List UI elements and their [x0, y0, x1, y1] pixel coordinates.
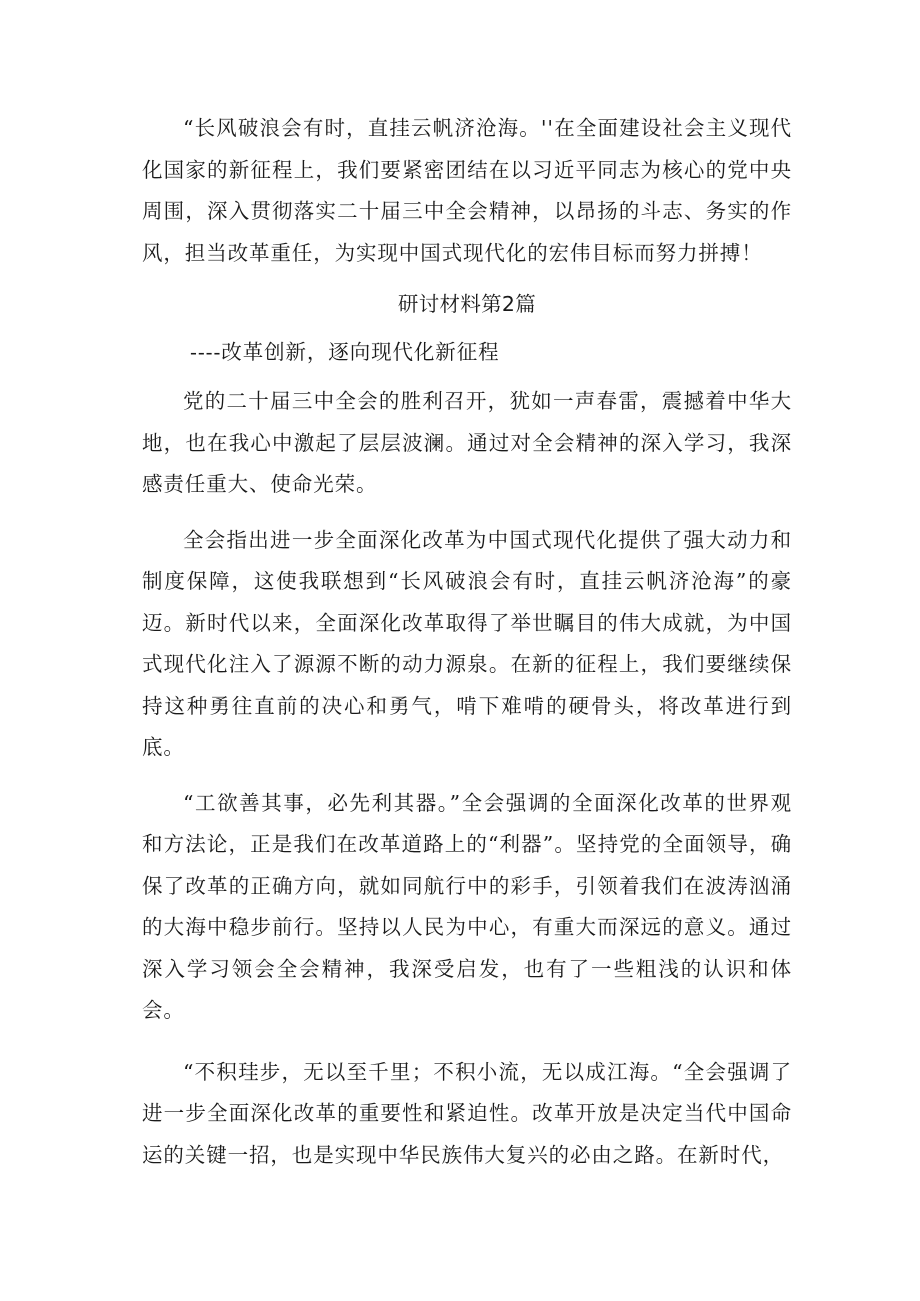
- section-subtitle: ----改革创新，逐向现代化新征程: [190, 340, 500, 364]
- body-paragraph-4: “不积珪步，无以至千里；不积小流，无以成江海。“全会强调了进一步全面深化改革的重要性和紧迫性。改革开放是决定当代中国命运的关键一招，也是实现中华民族伟大复兴的必由之路。在新时代，: [142, 1059, 792, 1167]
- intro-paragraph: “长风破浪会有时，直挂云帆济沧海。''在全面建设社会主义现代化国家的新征程上，我们要紧密团结在以习近平同志为核心的党中央周围，深入贯彻落实二十届三中全会精神，以昂扬的斗志、务实的作风，担当改革重任，为实现中国式现代化的宏伟目标而努力拼搏！: [142, 116, 792, 265]
- body-paragraph-1: 党的二十届三中全会的胜利召开，犹如一声春雷，震撼着中华大地，也在我心中激起了层层波澜。通过对全会精神的深入学习，我深感责任重大、使命光荣。: [142, 389, 792, 496]
- body-paragraph-2: 全会指出进一步全面深化改革为中国式现代化提供了强大动力和制度保障，这使我联想到“长风破浪会有时，直挂云帆济沧海”的豪迈。新时代以来，全面深化改革取得了举世瞩目的伟大成就，为中国式现代化注入了源源不断的动力源泉。在新的征程上，我们要继续保持这种勇往直前的决心和勇气，啃下难啃的硬骨头，将改革进行到底。: [142, 527, 792, 759]
- document-page: [142, 108, 792, 1176]
- section-title: 研讨材料第2篇: [397, 292, 537, 316]
- body-paragraph-3: “工欲善其事，必先利其器。”全会强调的全面深化改革的世界观和方法论，正是我们在改革道路上的“利器”。坚持党的全面领导，确保了改革的正确方向，就如同航行中的彩手，引领着我们在波涛汹涌的大海中稳步前行。坚持以人民为中心，有重大而深远的意义。通过深入学习领会全会精神，我深受启发，也有了一些粗浅的认识和体会。: [142, 790, 792, 1022]
